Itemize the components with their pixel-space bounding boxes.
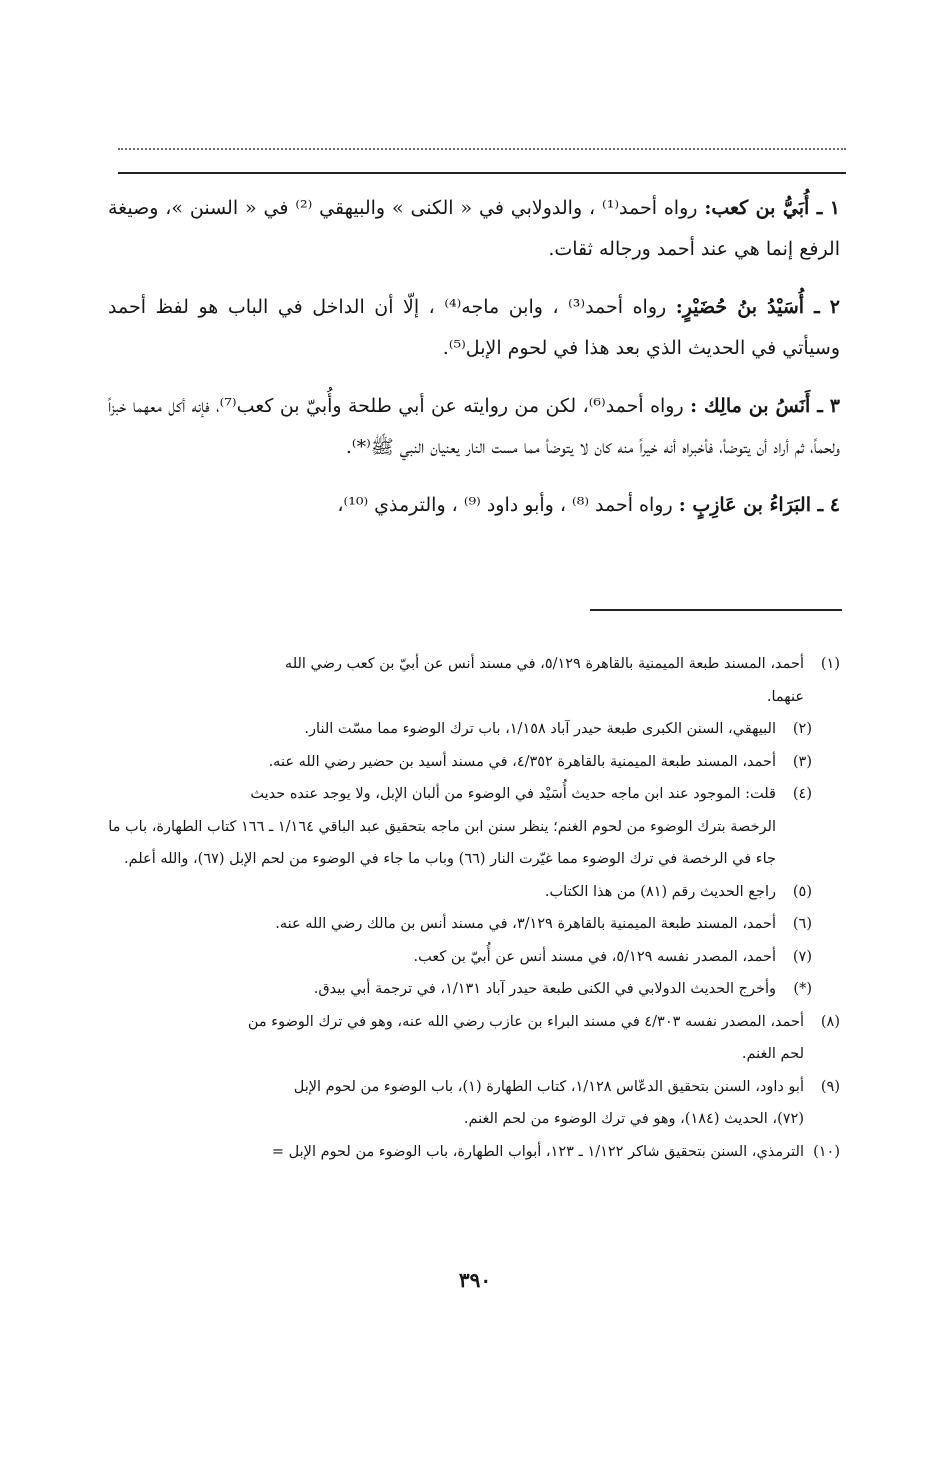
footnote-9 bbox=[100, 1071, 840, 1136]
footnote-text: أحمد، المصدر نفسه ٤/٣٠٣ في مسند البراء بن عازب رضي الله عنه، وهو في ترك الوضوء من bbox=[247, 1013, 804, 1030]
footnote-number: (٧) bbox=[792, 948, 812, 965]
paragraph-lead: ٢ ـ أُسَيْدُ بنُ حُضَيْرٍ: bbox=[675, 296, 841, 318]
footnote-text: أحمد، المصدر نفسه ٥/١٢٩، في مسند أنس عن أُبيّ بن كعب. bbox=[413, 948, 776, 965]
footnote-continuation: لحم الغنم. bbox=[741, 1046, 804, 1062]
footnote-number: (٣) bbox=[792, 753, 812, 770]
footnote-number: (٢) bbox=[792, 721, 812, 737]
footnote-number: (١) bbox=[820, 656, 840, 672]
paragraph-text: رواه أحمد⁽¹⁾ ، والدولابي في « الكنى » والبيهقي ⁽²⁾ في « السنن »، وصيغة الرفع إنما هي عند أحمد ورجاله ثقات. bbox=[108, 197, 840, 260]
footnote-text: قلت: الموجود عند ابن ماجه حديث أُسَيْد في الوضوء من ألبان الإبل، ولا يوجد عنده حديث bbox=[250, 786, 776, 802]
paragraph-text: رواه أحمد⁽³⁾ ، وابن ماجه⁽⁴⁾ ، إلّا أن الداخل في الباب هو لفظ أحمد وسيأتي في الحديث الذي بعد هذا في لحوم الإبل⁽⁵⁾. bbox=[108, 296, 840, 359]
footnote-number: (*) bbox=[793, 981, 812, 997]
footnote-3 bbox=[100, 746, 840, 779]
footnote-text: راجع الحديث رقم (٨١) من هذا الكتاب. bbox=[544, 883, 776, 900]
paragraph-anas bbox=[108, 386, 840, 468]
footnote-continuation: عنهما. bbox=[766, 688, 804, 705]
footnote-number: (١٠) bbox=[813, 1143, 840, 1160]
footnote-8 bbox=[100, 1006, 840, 1071]
top-dotted-rule bbox=[118, 148, 846, 150]
footnote-star bbox=[100, 973, 840, 1006]
paragraph-lead: ١ ـ أُبَيُّ بن كعب: bbox=[704, 197, 840, 219]
footnote-number: (٤) bbox=[792, 786, 812, 802]
footnote-continuation: الرخصة بترك الوضوء من لحوم الغنم؛ ينظر سنن ابن ماجه بتحقيق عبد الباقي ١/١٦٤ ـ ١٦٦ كتاب الطهارة، باب ما جاء في الرخصة في ترك الوضوء مما غيّرت النار (٦٦) وباب ما جاء في الوضوء من لحم الإبل (٦٧)، والله أعلم. bbox=[108, 818, 776, 867]
footnote-text: أبو داود، السنن بتحقيق الدعّاس ١/١٢٨، كتاب الطهارة (١)، باب الوضوء من لحوم الإبل bbox=[293, 1078, 804, 1095]
main-text bbox=[108, 188, 840, 543]
footnote-4 bbox=[100, 778, 840, 876]
footnote-continuation: (٧٢)، الحديث (١٨٤)، وهو في ترك الوضوء من لحم الغنم. bbox=[463, 1111, 804, 1127]
top-rule bbox=[118, 172, 846, 174]
paragraph-text: رواه أحمد ⁽⁸⁾ ، وأبو داود ⁽⁹⁾ ، والترمذي ⁽¹⁰⁾، bbox=[337, 494, 673, 516]
paragraph-text: رواه أحمد⁽⁶⁾، لكن من روايته عن أبي طلحة وأُبيّ بن كعب⁽⁷⁾، فإنه أكل معهما خبزاً ولحماً، ثم أراد أن يتوضأ، فأخبراه أنه خيراً منه كان لا يتوضأ مما مست النار يعنيان النبي ﷺ⁽*⁾. bbox=[108, 395, 840, 458]
footnote-text: الترمذي، السنن بتحقيق شاكر ١/١٢٢ ـ ١٢٣، أبواب الطهارة، باب الوضوء من لحوم الإبل = bbox=[271, 1143, 804, 1160]
footnote-separator bbox=[590, 609, 842, 611]
footnote-number: (٨) bbox=[820, 1013, 840, 1030]
footnote-2 bbox=[100, 713, 840, 746]
footnote-1 bbox=[100, 648, 840, 713]
paragraph-baraa bbox=[108, 485, 840, 526]
footnote-text: أحمد، المسند طبعة الميمنية بالقاهرة ٥/١٢٩، في مسند أنس عن أبيّ بن كعب رضي الله bbox=[284, 656, 804, 672]
footnote-7 bbox=[100, 941, 840, 974]
footnote-number: (٥) bbox=[792, 883, 812, 900]
paragraph-ubayy bbox=[108, 188, 840, 270]
footnote-5 bbox=[100, 876, 840, 909]
footnote-text: وأخرج الحديث الدولابي في الكنى طبعة حيدر آباد ١/١٣١، في ترجمة أبي بيدق. bbox=[313, 981, 776, 997]
footnote-number: (٩) bbox=[820, 1078, 840, 1095]
paragraph-lead: ٣ ـ أَنَسُ بن مالِك : bbox=[690, 395, 841, 417]
footnote-6 bbox=[100, 908, 840, 941]
footnote-number: (٦) bbox=[792, 916, 812, 932]
footnote-text: أحمد، المسند طبعة الميمنية بالقاهرة ٣/١٢٩، في مسند أنس بن مالك رضي الله عنه. bbox=[275, 916, 776, 932]
paragraph-usayd bbox=[108, 287, 840, 369]
paragraph-lead: ٤ ـ البَرَاءُ بن عَازِبٍ : bbox=[678, 494, 840, 516]
page-number: ٣٩٠ bbox=[458, 1268, 492, 1292]
footnote-text: أحمد، المسند طبعة الميمنية بالقاهرة ٤/٣٥٢، في مسند أسيد بن حضير رضي الله عنه. bbox=[268, 753, 776, 770]
footnotes bbox=[100, 648, 840, 1168]
footnote-10 bbox=[100, 1136, 840, 1169]
footnote-text: البيهقي، السنن الكبرى طبعة حيدر آباد ١/١٥٨، باب ترك الوضوء مما مسّت النار. bbox=[304, 721, 776, 737]
